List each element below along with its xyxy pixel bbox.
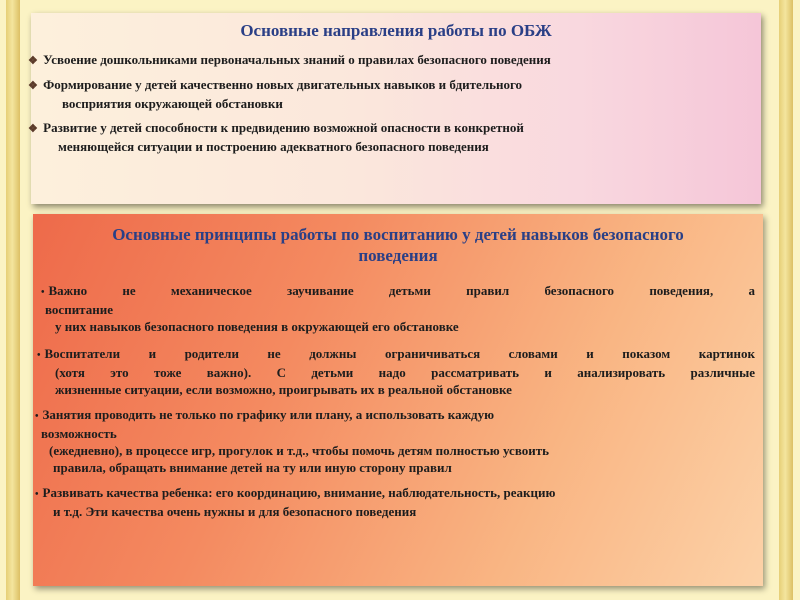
diamond-bullet-icon: ❖ <box>28 80 38 92</box>
list-item-text: жизненные ситуации, если возможно, проигрывать их в реальной обстановке <box>55 382 512 397</box>
list-item-text: восприятия окружающей обстановки <box>62 96 283 111</box>
bullet-icon: • <box>35 411 39 422</box>
list-item-text: у них навыков безопасного поведения в окружающей его обстановке <box>55 319 459 334</box>
principles-list <box>33 282 763 520</box>
list-item <box>28 119 761 156</box>
list-item-text: Формирование у детей качественно новых двигательных навыков и бдительного <box>43 77 523 92</box>
list-item-text: меняющейся ситуации и построению адекватного безопасного поведения <box>58 139 489 154</box>
diamond-bullet-icon: ❖ <box>28 123 38 135</box>
list-item-text: (хотя это тоже важно). С детьми надо рассматривать и анализировать различные <box>55 365 755 380</box>
list-item <box>28 76 761 113</box>
list-item-text: (ежедневно), в процессе игр, прогулок и т.д., чтобы помочь детям полностью усвоить <box>49 443 549 458</box>
list-item-text: • Занятия проводить не только по графику или плану, а использовать каждую <box>35 407 495 422</box>
list-item <box>28 51 761 70</box>
list-item <box>33 406 755 476</box>
directions-title: Основные направления работы по ОБЖ <box>240 21 552 40</box>
principles-title: Основные принципы работы по воспитанию у детей навыков безопасного поведения <box>112 225 684 265</box>
list-item <box>33 484 755 520</box>
bullet-icon: • <box>37 350 41 361</box>
list-item-text: • Важно не механическое заучивание детьми правил безопасного поведения, а <box>41 283 755 298</box>
directions-panel <box>28 13 761 204</box>
list-item <box>33 282 755 335</box>
directions-list <box>28 51 761 156</box>
right-decorative-rail <box>779 0 793 600</box>
list-item-text: и т.д. Эти качества очень нужны и для безопасного поведения <box>53 504 417 519</box>
bullet-icon: • <box>35 489 39 500</box>
list-item-text: • Развивать качества ребенка: его координацию, внимание, наблюдательность, реакцию <box>35 485 556 500</box>
list-item <box>33 345 755 398</box>
list-item-text: Развитие у детей способности к предвидению возможной опасности в конкретной <box>43 120 524 135</box>
list-item-text: Усвоение дошкольниками первоначальных знаний о правилах безопасного поведения <box>43 52 551 67</box>
principles-panel <box>33 214 763 586</box>
list-item-text: правила, обращать внимание детей на ту или иную сторону правил <box>53 460 452 475</box>
left-decorative-rail <box>6 0 20 600</box>
diamond-bullet-icon: ❖ <box>28 55 38 67</box>
list-item-text: возможность <box>41 426 117 441</box>
list-item-text: • Воспитатели и родители не должны ограничиваться словами и показом картинок <box>37 346 755 361</box>
list-item-text: воспитание <box>45 302 113 317</box>
bullet-icon: • <box>41 287 45 298</box>
